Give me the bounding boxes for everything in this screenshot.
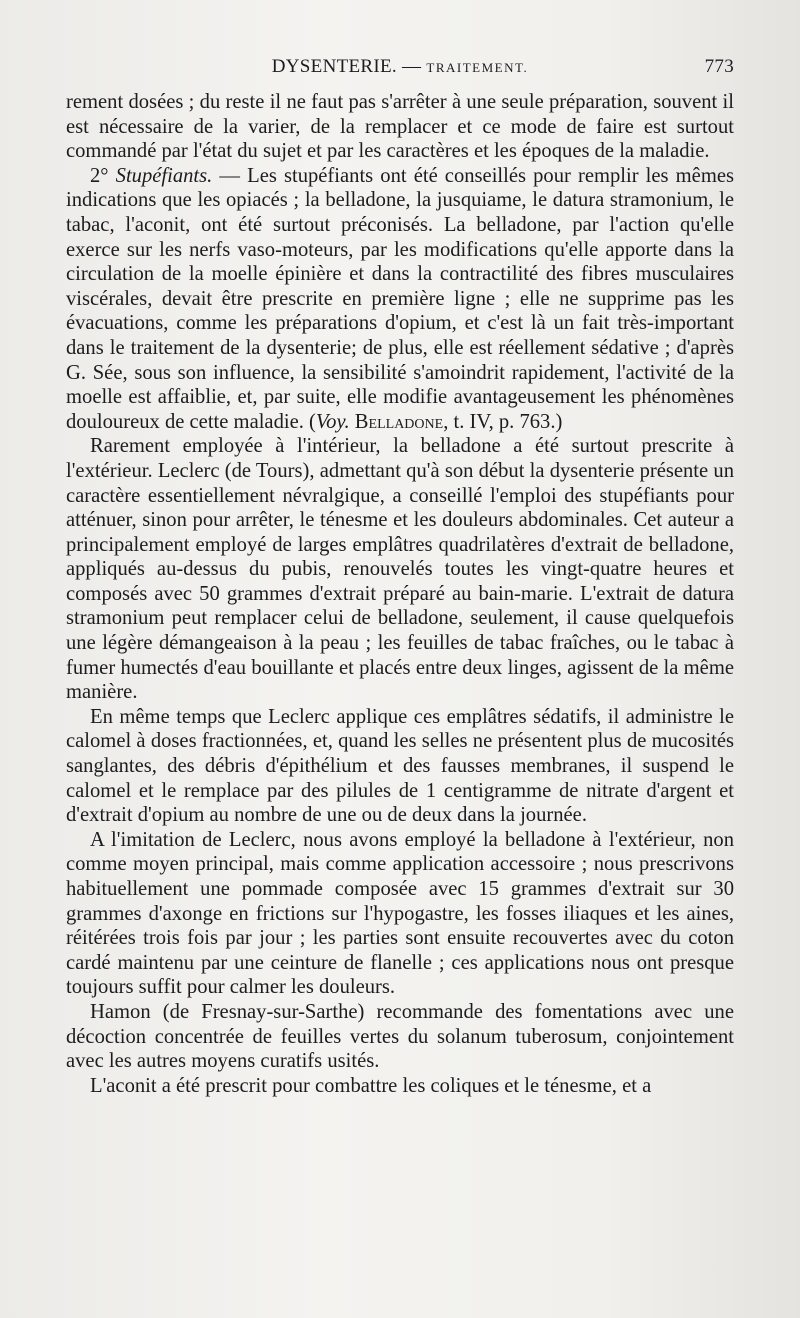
paragraph-text: L'aconit a été prescrit pour combattre les coliques et le ténesme, et a	[90, 1074, 652, 1097]
paragraph-pommade	[66, 828, 734, 1000]
paragraph-text: rement dosées ; du reste il ne faut pas s'arrêter à une seule préparation, souvent il est nécessaire de la varier, de la remplacer et ce mode de faire est surtout commandé par l'état du sujet et par les caractères et les époques de la maladie.	[66, 91, 734, 163]
chapter-title: DYSENTERIE.	[271, 56, 397, 77]
paragraph-continued	[66, 90, 734, 164]
paragraph-text: A l'imitation de Leclerc, nous avons employé la belladone à l'extérieur, non comme moyen principal, mais comme application accessoire ; nous prescrivons habituellement une pommade composée avec 15 grammes d'extrait sur 30 grammes d'axonge en frictions sur l'hypogastre, les fosses iliaques et les aines, réitérées trois fois par jour ; les parties sont ensuite recouvertes avec du coton cardé maintenu par une ceinture de flanelle ; ces applications nous ont presque toujours suffit pour calmer les douleurs.	[66, 828, 734, 999]
cross-reference-location: , t. IV, p. 763.)	[443, 410, 563, 433]
body-text	[66, 90, 734, 1098]
running-head	[66, 56, 734, 82]
section-title: TRAITEMENT.	[426, 60, 529, 75]
paragraph-text: Rarement employée à l'intérieur, la belladone a été surtout prescrite à l'extérieur. Leclerc (de Tours), admettant qu'à son début la dysenterie présente un caractère essentiellement névralgique, a conseillé l'emploi des stupéfiants pour atténuer, sinon pour arrêter, le ténesme et les douleurs abdominales. Cet auteur a principalement employé de larges emplâtres quadrilatères d'extrait de belladone, appliqués au-dessus du pubis, renouvelés toutes les vingt-quatre heures et composés avec 50 grammes d'extrait préparé au bain-marie. L'extrait de datura stramonium peut remplacer celui de belladone, seulement, il cause quelquefois une légère démangeaison à la peau ; les feuilles de tabac fraîches, ou le tabac à fumer humectés d'eau bouillante et placés entre deux linges, agissent de la même manière.	[66, 435, 734, 704]
title-dash: —	[396, 56, 427, 77]
paragraph-number: 2°	[90, 164, 116, 187]
page-number: 773	[704, 56, 734, 77]
running-title	[66, 56, 734, 78]
paragraph-leclerc	[66, 434, 734, 705]
paragraph-hamon	[66, 1000, 734, 1074]
paragraph-aconit	[66, 1074, 734, 1099]
paragraph-text: — Les stupéfiants ont été conseillés pour remplir les mêmes indications que les opiacés ; la belladone, la jusquiame, le datura stramonium, le tabac, l'aconit, ont été surtout préconisés. La belladone, par l'action qu'elle exerce sur les nerfs vaso-moteurs, par les modifications qu'elle apporte dans la circulation de la moelle épinière et dans la contractilité des fibres musculaires viscérales, devait être prescrite en première ligne ; elle ne supprime pas les évacuations, comme les préparations d'opium, et c'est là un fait très-important dans le traitement de la dysenterie; de plus, elle est réellement sédative ; d'après G. Sée, sous son influence, la sensibilité s'amoindrit rapidement, l'activité de la moelle est affaiblie, et, par suite, elle modifie avantageusement les phénomènes douloureux de cette maladie. (	[66, 164, 734, 433]
cross-reference-entry: Belladone	[354, 410, 444, 433]
paragraph-stupefiants	[66, 164, 734, 435]
section-heading: Stupéfiants.	[115, 164, 213, 187]
paragraph-text: En même temps que Leclerc applique ces emplâtres sédatifs, il administre le calomel à doses fractionnées, et, quand les selles ne présentent plus de mucosités sanglantes, des débris d'épithélium et des fausses membranes, il suspend le calomel et le remplace par des pilules de 1 centigramme de nitrate d'argent et d'extrait d'opium au nombre de une ou de deux dans la journée.	[66, 705, 734, 827]
paragraph-text: Hamon (de Fresnay-sur-Sarthe) recommande des fomentations avec une décoction concentrée de feuilles vertes du solanum tuberosum, conjointement avec les autres moyens curatifs usités.	[66, 1000, 734, 1073]
cross-reference-voy: Voy.	[315, 410, 350, 433]
paragraph-calomel	[66, 705, 734, 828]
